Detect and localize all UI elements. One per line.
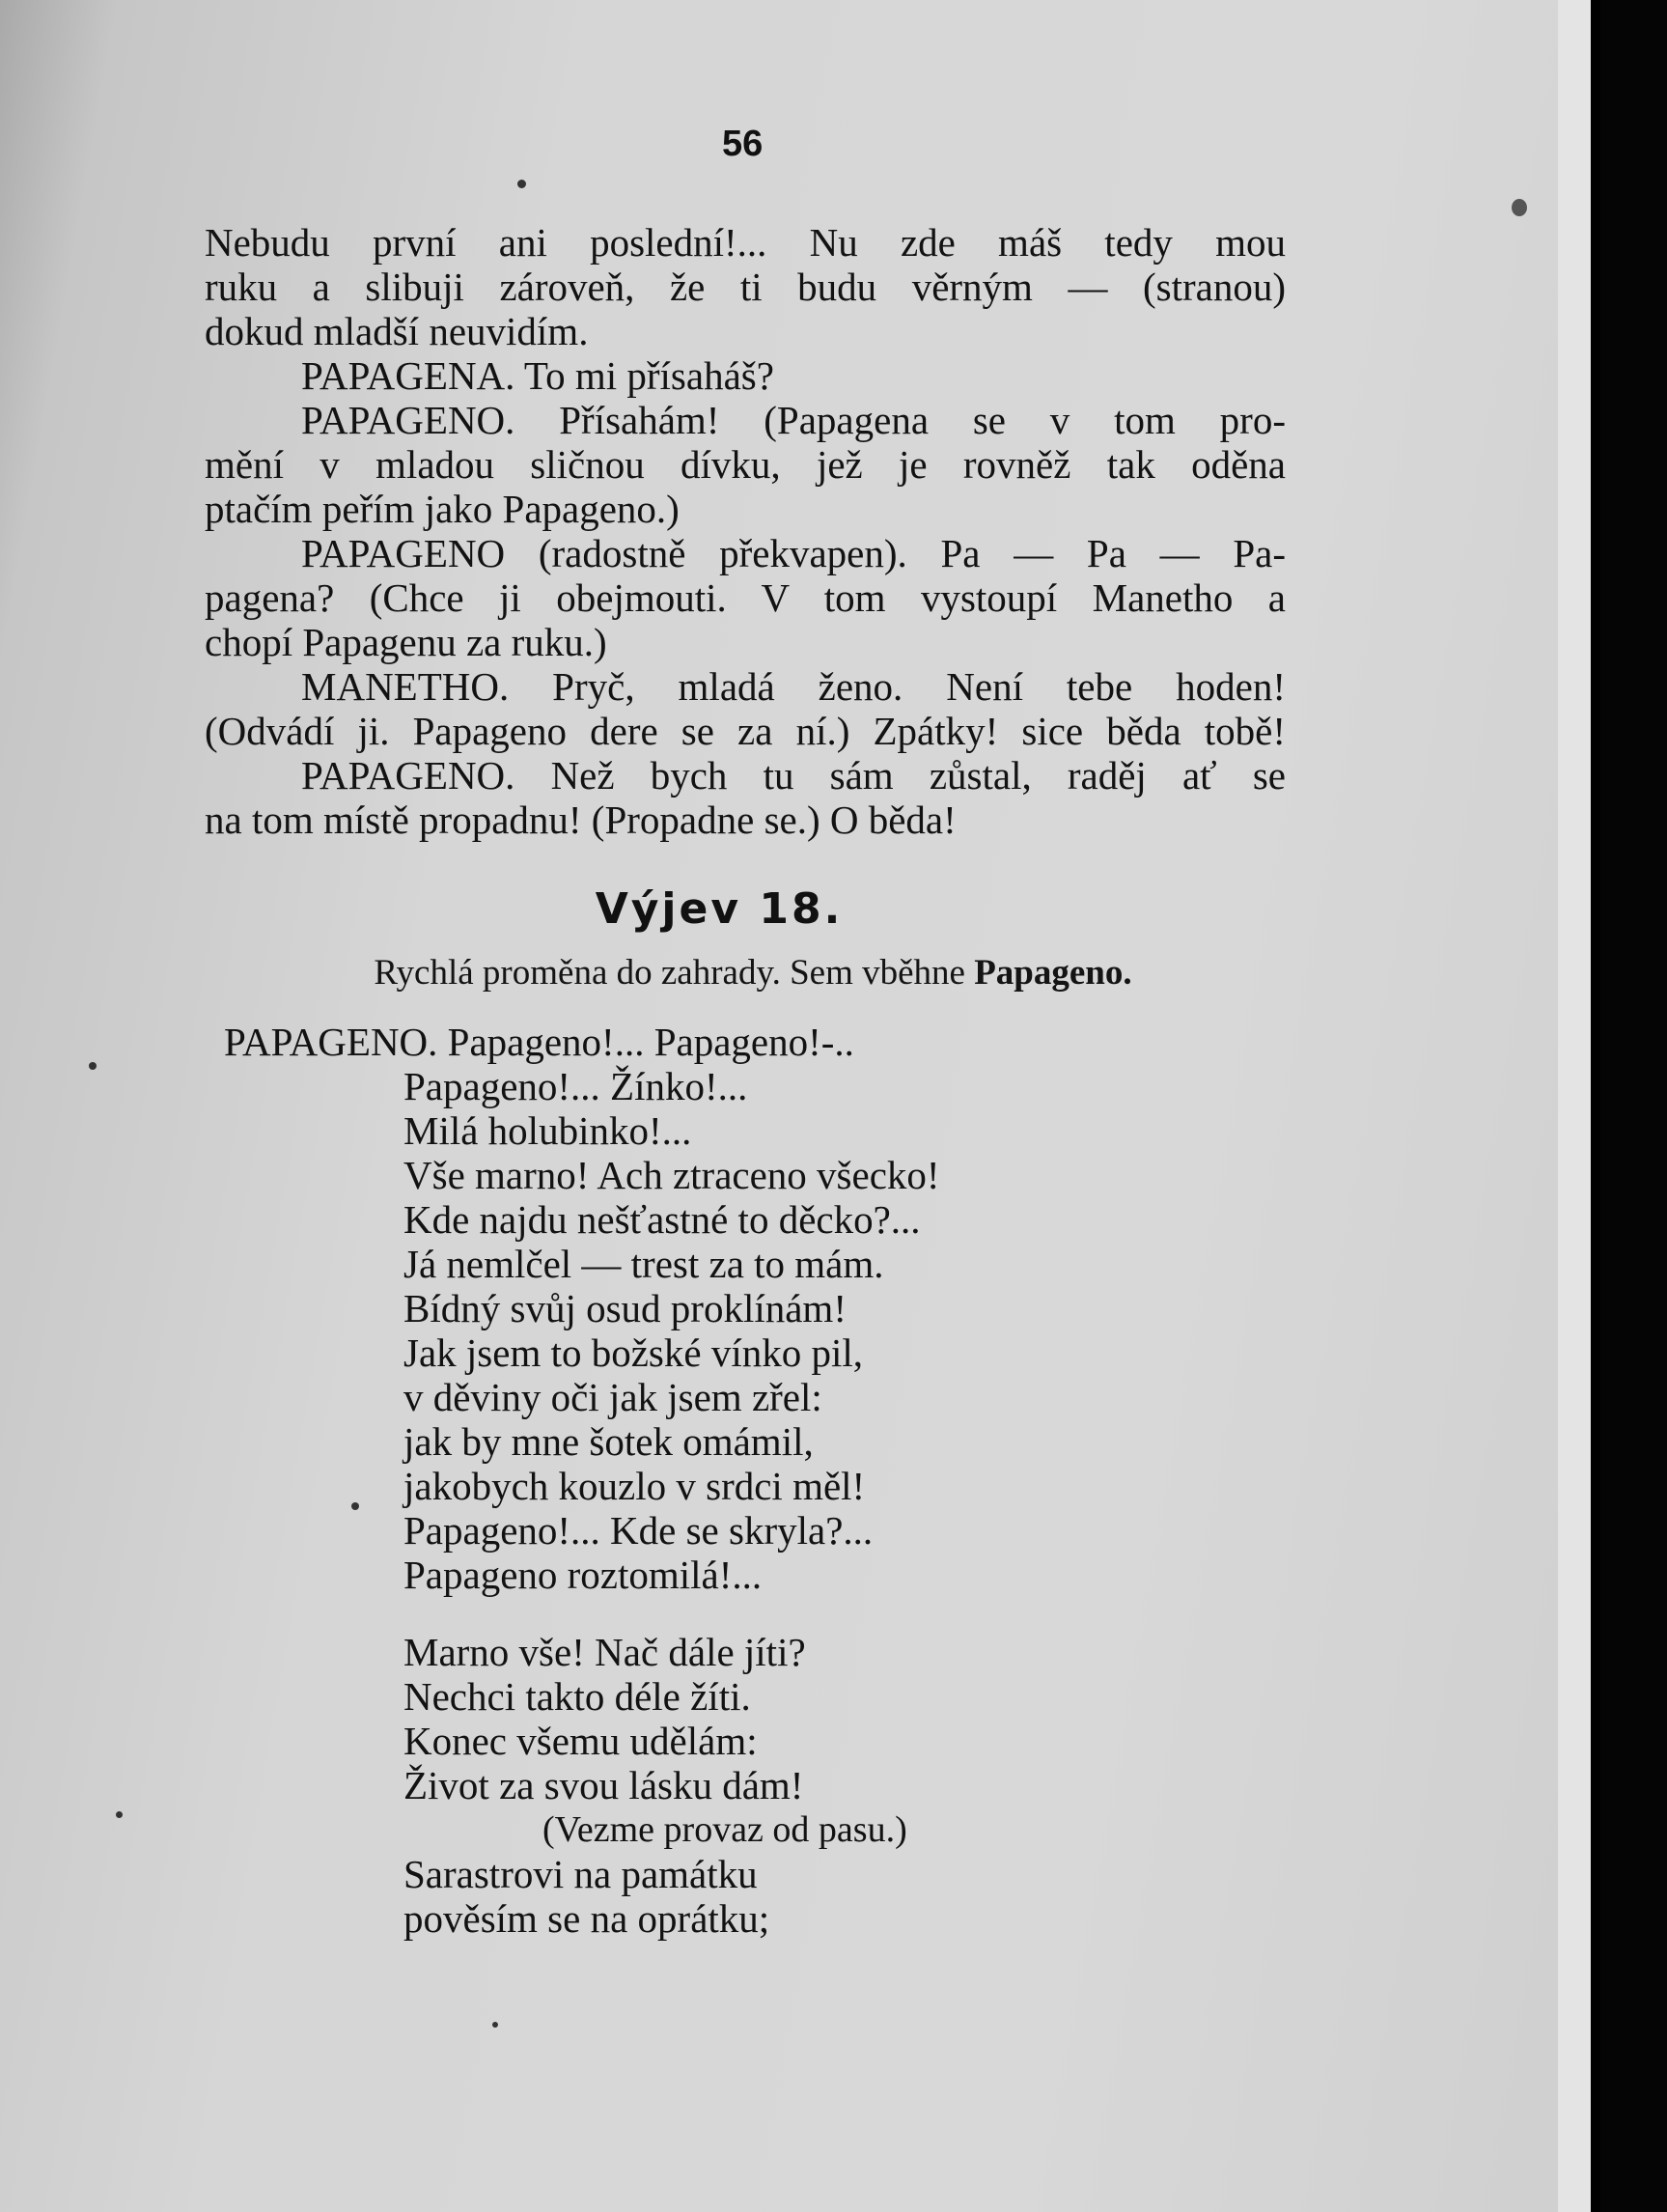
binding-edge xyxy=(1591,0,1600,2212)
verse-line: pověsím se na oprátku; xyxy=(403,1896,770,1941)
verse-line: v děviny oči jak jsem zřel: xyxy=(403,1375,822,1419)
verse-line: Jak jsem to božské vínko pil, xyxy=(403,1330,864,1375)
prose-line: Nebudu první ani poslední!... Nu zde máš tedy mou xyxy=(205,220,1286,265)
prose-line: pagena? (Chce ji obejmouti. V tom vystoupí Manetho a xyxy=(205,575,1286,620)
prose-line: PAPAGENO (radostně překvapen). Pa — Pa — Pa- xyxy=(301,531,1286,575)
verse-line: Marno vše! Nač dále jíti? xyxy=(403,1630,806,1674)
print-speck xyxy=(351,1502,359,1510)
verse-line: Papageno!... Kde se skryla?... xyxy=(403,1508,874,1553)
verse-line: Sarastrovi na památku xyxy=(403,1852,758,1896)
prose-line: ruku a slibuji zároveň, že ti budu věrným — (stranou) xyxy=(205,265,1286,309)
prose-line: PAPAGENA. To mi přísaháš? xyxy=(301,353,774,398)
verse-speaker-line: PAPAGENO. Papageno!... Papageno!-.. xyxy=(224,1020,854,1064)
verse-line: jakobych kouzlo v srdci měl! xyxy=(403,1464,866,1508)
prose-line: ptačím peřím jako Papageno.) xyxy=(205,487,680,531)
print-speck xyxy=(1512,199,1527,216)
prose-line: PAPAGENO. Než bych tu sám zůstal, raděj ať se xyxy=(301,753,1286,798)
scene-intro xyxy=(0,952,1506,994)
scene-intro-text: Rychlá proměna do zahrady. Sem vběhne xyxy=(374,953,965,993)
verse-line: Papageno roztomilá!... xyxy=(403,1553,763,1597)
print-speck xyxy=(492,2022,498,2028)
prose-line: mění v mladou sličnou dívku, jež je rovněž tak oděna xyxy=(205,442,1286,487)
verse-line: Život za svou lásku dám! xyxy=(403,1763,804,1807)
prose-line: PAPAGENO. Přísahám! (Papagena se v tom pro- xyxy=(301,398,1286,442)
verse-block xyxy=(224,1020,940,1941)
verse-line: Vše marno! Ach ztraceno všecko! xyxy=(403,1153,940,1197)
scan-background xyxy=(1600,0,1667,2212)
verse-line: Bídný svůj osud proklínám! xyxy=(403,1286,847,1330)
print-speck xyxy=(116,1811,123,1818)
prose-line: dokud mladší neuvidím. xyxy=(205,309,589,353)
page-number: 56 xyxy=(722,124,764,164)
verse-line: Kde najdu nešťastné to děcko?... xyxy=(403,1197,921,1242)
print-speck xyxy=(517,180,526,188)
prose-line: (Odvádí ji. Papageno dere se za ní.) Zpátky! sice běda tobě! xyxy=(205,709,1286,753)
verse-line: Konec všemu udělám: xyxy=(403,1719,758,1763)
verse-line: jak by mne šotek omámil, xyxy=(403,1419,814,1464)
verse-line: Já nemlčel — trest za to mám. xyxy=(403,1242,884,1286)
scene-title: Výjev 18. xyxy=(595,884,844,934)
stanza-gap xyxy=(224,1597,940,1630)
prose-line: na tom místě propadnu! (Propadne se.) O běda! xyxy=(205,798,957,842)
scene-intro-name: Papageno. xyxy=(974,953,1132,993)
stage-direction: (Vezme provaz od pasu.) xyxy=(542,1809,907,1850)
print-speck xyxy=(89,1062,97,1070)
verse-line: Papageno!... Žínko!... xyxy=(403,1064,748,1108)
verse-line: Milá holubinko!... xyxy=(403,1108,692,1153)
prose-line: chopí Papagenu za ruku.) xyxy=(205,620,607,664)
verse-line: Nechci takto déle žíti. xyxy=(403,1674,751,1719)
prose-line: MANETHO. Pryč, mladá ženo. Není tebe hoden! xyxy=(301,664,1286,709)
page-gutter xyxy=(1558,0,1593,2212)
prose-block xyxy=(205,220,1286,842)
